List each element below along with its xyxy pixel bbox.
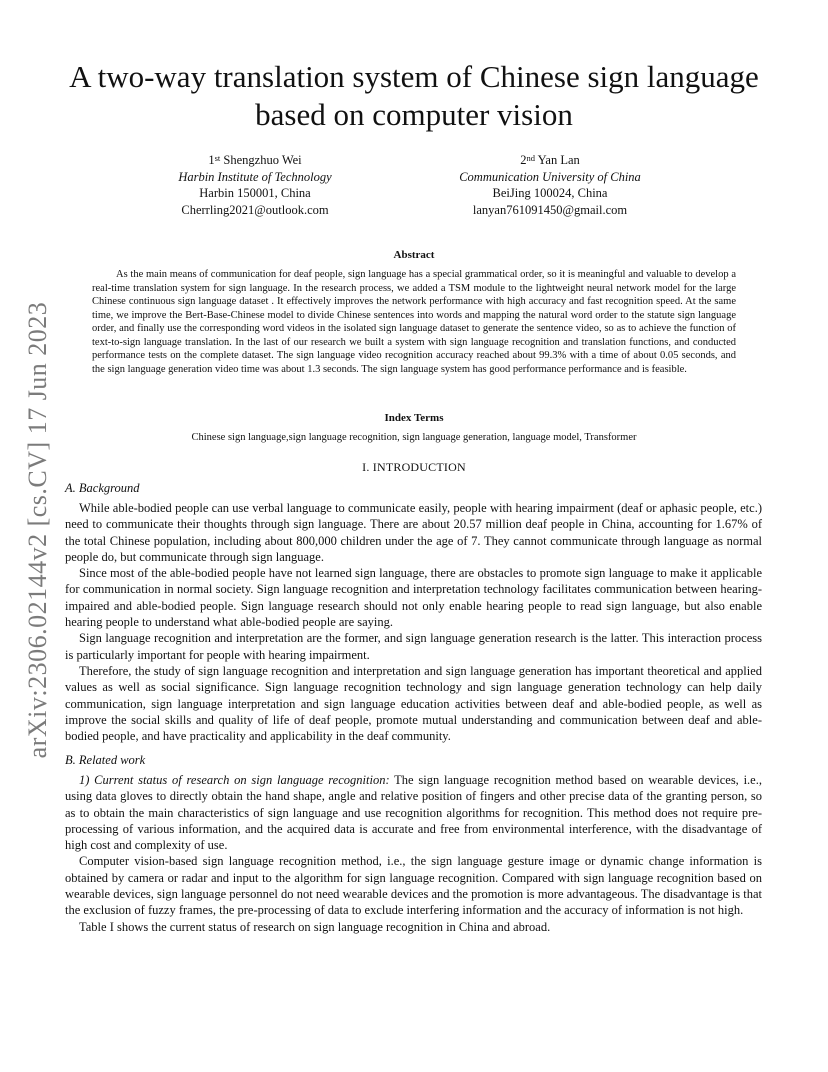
paper-title: A two-way translation system of Chinese sign language based on computer vision (69, 59, 759, 132)
author-1-address: Harbin 150001, China (199, 186, 311, 200)
abstract-heading: Abstract (393, 249, 435, 261)
author-2-address: BeiJing 100024, China (492, 186, 608, 200)
author-2-email: lanyan761091450@gmail.com (472, 202, 628, 217)
related-lead: 1) Current status of research on sign language recognition: (79, 773, 390, 787)
paragraph: Sign language recognition and interpretation are the former, and sign language generation research is the latter. This interaction process is particularly important for people with hearing impairment. (65, 631, 762, 662)
author-2 (430, 152, 670, 218)
author-2-name: 2nd Yan Lan (520, 153, 580, 167)
paragraph: Since most of the able-bodied people have not learned sign language, there are obstacles to promote sign language to make it applicable for communication in normal society. Sign language recognition and interpretation technology facilitates communication between hearing-impaired and able-bodied people. Sign language research should not only enable hearing people to read sign language, but also enable hearing people to understand what able-bodied people are saying. (65, 566, 762, 630)
section-introduction-heading: I. INTRODUCTION (362, 460, 466, 474)
author-1-email: Cherrling2021@outlook.com (181, 202, 329, 217)
abstract-text: As the main means of communication for deaf people, sign language has a special grammatical order, so it is meaningful and valuable to develop a real-time translation system for sign language. In the research process, we added a TSM module to the lightweight neural network model for the large Chinese continuous sign language dataset . It effectively improves the network performance with high accuracy and fast recognition speed. At the same time, we improve the Bert-Base-Chinese model to divide Chinese sentences into words and mapping the natural word order to the statute sign language order, and finally use the corresponding word videos in the isolated sign language dataset to generate the sentence video, so as to achieve the function of text-to-sign language translation. In the last of our research we built a system with sign language recognition and translation functions, and conducted performance tests on the complete dataset. The sign language video recognition accuracy reached about 99.3% with a time of about 0.05 seconds, and the sign language generation video time was about 1.3 seconds. The sign language system has good performance performance and is feasible. (92, 269, 736, 375)
paragraph: Computer vision-based sign language recognition method, i.e., the sign language gesture image or dynamic change information is obtained by camera or radar and input to the algorithm for sign language recognition. Compared with sign language recognition based on wearable devices, sign language personnel do not need wearable devices and the promotion is more advantageous. The disadvantage is that the exclusion of fuzzy frames, the pre-processing of data to exclude interfering information and the accuracy of information is not high. (65, 854, 762, 918)
subsection-related-work-heading: B. Related work (65, 753, 146, 767)
paragraph: 1) Current status of research on sign language recognition: The sign language recognition method based on wearable devices, i.e., using data gloves to directly obtain the hand shape, angle and relative position of fingers and other precise data of the granting person, so as to obtain the main characteristics of sign language and use recognition algorithms for recognition. This method does not require pre-processing of various information, and the acquired data is accurate and free from environmental interference, with the disadvantage of high cost and complexity of use. (65, 773, 762, 853)
arxiv-stamp (18, 290, 58, 770)
paragraph: Therefore, the study of sign language recognition and interpretation and sign language generation has important theoretical and applied values as well as social significance. Sign language recognition technology and sign language generation technology can help daily communication, sign language interpretation and sign language education activities between deaf and able-bodied people, as well as improve the social skills and quality of life of deaf people, promote mutual understanding and communication between deaf and able-bodied people, and have practicality and applicability in the deaf community. (65, 663, 762, 744)
author-2-affiliation: Communication University of China (459, 169, 641, 184)
paragraph: While able-bodied people can use verbal language to communicate easily, people with hearing impairment (deaf or aphasic people, etc.) need to communicate their thoughts through sign language. There are about 20.57 million deaf people in China, accounting for 1.67% of the total Chinese population, including about 800,000 children under the age of 7. They cannot communicate through language as normal people do, but communicate through sign language. (65, 501, 762, 564)
related-work-section (65, 772, 762, 935)
author-1 (150, 152, 360, 218)
paragraph: Table I shows the current status of research on sign language recognition in China and abroad. (79, 919, 551, 934)
arxiv-stamp-text: arXiv:2306.02144v2 [cs.CV] 17 Jun 2023 (23, 301, 52, 759)
author-1-affiliation: Harbin Institute of Technology (178, 169, 332, 184)
index-terms: Chinese sign language,sign language recognition, sign language generation, language model, Transformer (191, 432, 637, 443)
author-1-name: 1st Shengzhuo Wei (208, 153, 302, 167)
index-terms-heading: Index Terms (384, 412, 444, 424)
subsection-background-heading: A. Background (65, 481, 140, 495)
background-section (65, 500, 762, 744)
